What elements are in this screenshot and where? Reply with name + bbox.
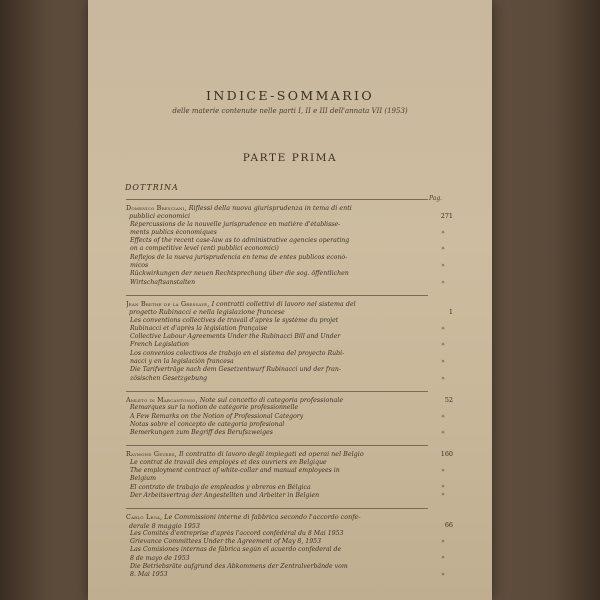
entry-translation: A Few Remarks on the Notion of Professional Category <box>130 412 304 420</box>
entry-title-line <box>126 212 428 220</box>
entry-title: I contratti collettivi di lavoro nel sistema del <box>211 299 356 308</box>
ditto-mark: » <box>441 358 445 365</box>
ditto-mark: » <box>441 491 445 498</box>
entry-translation: Remarques sur la notion de catégorie professionnelle <box>130 404 299 412</box>
ditto-mark: » <box>441 483 445 490</box>
toc-entry <box>126 450 428 500</box>
entry-translation: Las Comisiones internas de fábrica según el acuerdo confederal de <box>130 546 342 554</box>
entry-title: pubblici economici <box>129 212 191 221</box>
entry-title: derale 8 maggio 1953 <box>129 521 200 530</box>
ditto-mark: » <box>441 245 445 252</box>
entry-title: progetto Rubinacci e nella legislazione francese <box>129 308 285 317</box>
entry-translation: Rückwirkungen der neuen Rechtsprechung über die sog. öffentlichen <box>130 270 349 278</box>
entry-translation: Les Comités d'entreprise d'après l'accord confédéral du 8 Mai 1953 <box>130 529 344 537</box>
ditto-mark: » <box>441 279 445 286</box>
ditto-mark: » <box>441 571 445 578</box>
entry-translation: Le contrat de travail des employés et des ouvriers en Belgique <box>130 458 327 466</box>
ditto-mark: » <box>441 429 445 436</box>
entry-translation: Reflejos de la nueva jurisprudencia en tema de entes publicos econó- <box>130 253 348 261</box>
book-page <box>88 0 492 600</box>
ditto-mark: » <box>441 341 445 348</box>
entry-translation: 8. Mai 1953 <box>130 571 168 579</box>
entry-divider <box>126 508 428 509</box>
entry-translation: Wirtschaftsanstalten <box>130 278 196 286</box>
entry-title: Il contratto di lavoro degli impiegati ed operai nel Belgio <box>178 450 364 459</box>
entry-translation: Grievance Committees Under the Agreement of May 8, 1953 <box>130 538 322 546</box>
entry-title-line <box>126 396 428 404</box>
entry-translation: Die Betriebsräte aufgrund des Abkommens der Zentralverbände vom <box>130 562 348 570</box>
toc-entry <box>126 396 428 437</box>
ditto-mark: » <box>441 413 445 420</box>
page-column-header: Pag. <box>429 195 443 202</box>
entry-translation: Collective Labour Agreements Under the Rubinacci Bill and Under <box>130 333 341 341</box>
entry-title: Riflessi della nuova giurisprudenza in tema di enti <box>188 204 352 212</box>
toc-entry <box>126 513 428 579</box>
entry-translation: 8 de mayo de 1953 <box>130 554 190 562</box>
entry-translation: ments publics économiques <box>130 228 217 236</box>
entry-divider <box>126 391 428 392</box>
entry-title: Le Commissioni interne di fabbrica secondo l'accordo confe- <box>164 513 361 522</box>
entry-divider <box>126 445 428 446</box>
entry-translation: The employment contract of white-collar and manual employees in <box>130 467 340 475</box>
ditto-mark: » <box>441 467 445 474</box>
entry-title-line <box>126 450 428 458</box>
entry-translation: zösischen Gesetzgebung <box>130 374 208 382</box>
ditto-mark: » <box>441 554 445 561</box>
entry-author: Raymond Gevers, <box>126 450 177 459</box>
page-title: INDICE-SOMMARIO <box>205 88 374 103</box>
entry-translation: French Legislation <box>130 341 190 349</box>
toc-entry <box>126 300 428 383</box>
ditto-mark: » <box>441 538 445 545</box>
entry-author: Domenico Bresciani, <box>126 204 187 212</box>
entry-title-line <box>126 513 428 521</box>
section-title: DOTTRINA <box>125 183 179 192</box>
entry-page-number: 271 <box>440 212 453 220</box>
page-subtitle: delle materie contenute nelle parti I, II e III dell'annata VII (1953) <box>172 107 408 115</box>
entry-author: Amleto di Marcantonio, <box>126 395 198 404</box>
entry-translation: Die Tarifverträge nach dem Gesetzentwurf Rubinacci und der fran- <box>130 366 341 374</box>
entry-translation: Los convenios colectivos de trabajo en el sistema del proyecto Rubi- <box>130 349 345 357</box>
entry-title: Note sul concetto di categoria professionale <box>199 395 344 404</box>
entry-translation: Notas sobre el concepto de categoría profesional <box>130 420 285 428</box>
entry-translation: El contrato de trabajo de empleados y obreros en Bélgica <box>130 483 311 491</box>
entry-title-line <box>126 308 428 316</box>
part-title: PARTE PRIMA <box>242 152 338 164</box>
entry-page-number: 52 <box>444 396 453 404</box>
entry-divider <box>126 199 428 200</box>
entry-title-line <box>126 300 428 308</box>
entry-title-line <box>126 522 428 530</box>
entry-page-number: 66 <box>444 521 453 529</box>
ditto-mark: » <box>441 325 445 332</box>
entry-title-line <box>126 204 428 212</box>
ditto-mark: » <box>441 375 445 382</box>
entry-page-number: 160 <box>440 450 453 458</box>
table-of-contents <box>126 199 453 588</box>
toc-entry <box>126 204 428 287</box>
entry-translation: on a competitive level (enti pubblici economici) <box>130 245 279 253</box>
entry-translation: micos <box>130 262 149 270</box>
entry-author: Jean Brethe de la Gressaye, <box>126 299 210 308</box>
entry-translation: Der Arbeitsvertrag der Angestellten und Arbeiter in Belgien <box>130 491 320 499</box>
entry-translation: Effects of the recent case-law as to administrative agencies operating <box>130 237 350 245</box>
ditto-mark: » <box>441 262 445 269</box>
ditto-mark: » <box>441 229 445 236</box>
entry-translation: Rubinacci et d'après la législation française <box>130 324 268 332</box>
entry-author: Carlo Lega, <box>126 513 163 522</box>
entry-divider <box>126 295 428 296</box>
entry-translation: Bemerkungen zum Begriff des Berufszweiges <box>130 429 273 437</box>
entry-translation: Répercussions de la nouvelle jurisprudence en matière d'établisse- <box>130 220 341 228</box>
entry-translation: nacci y en la legislación francesa <box>130 358 234 366</box>
entry-translation: Les conventions collectives de travail d'après le système du projet <box>130 316 339 324</box>
entry-page-number: 1 <box>448 308 453 316</box>
entry-translation: Belgium <box>130 475 156 483</box>
